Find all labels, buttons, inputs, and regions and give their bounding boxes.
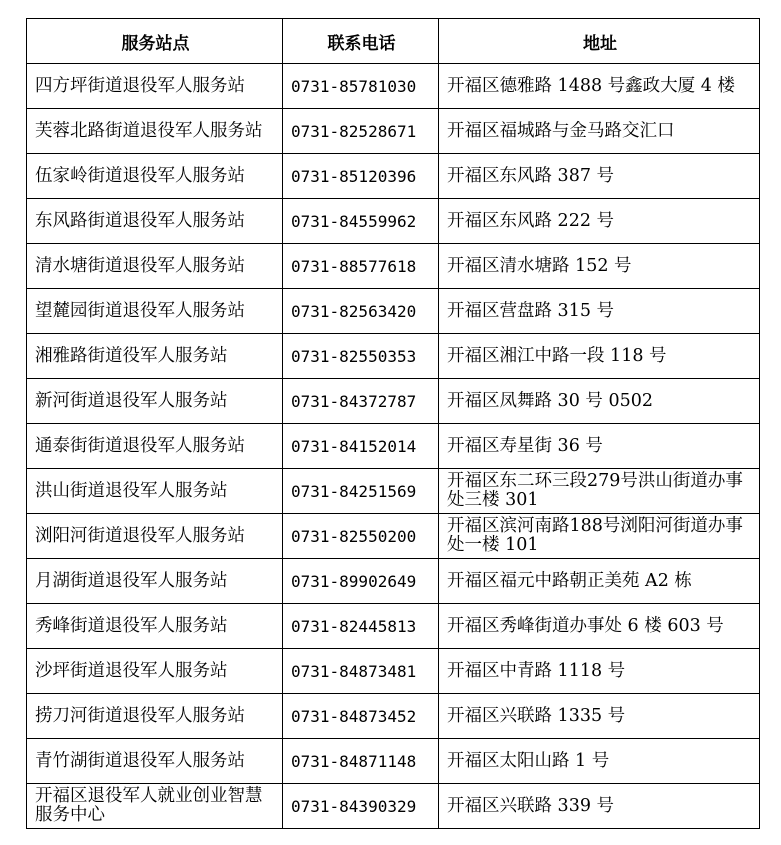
address-cell: 开福区中青路 1118 号 [439, 649, 760, 694]
address-cell: 开福区东二环三段279号洪山街道办事处三楼 301 [439, 469, 760, 514]
table-row [27, 694, 760, 739]
station-cell: 洪山街道退役军人服务站 [27, 469, 283, 514]
table-row [27, 469, 760, 514]
address-cell: 开福区东风路 387 号 [439, 154, 760, 199]
station-cell: 通泰街街道退役军人服务站 [27, 424, 283, 469]
station-cell: 清水塘街道退役军人服务站 [27, 244, 283, 289]
table-row [27, 334, 760, 379]
address-cell: 开福区清水塘路 152 号 [439, 244, 760, 289]
table-row [27, 604, 760, 649]
address-cell: 开福区营盘路 315 号 [439, 289, 760, 334]
table-row [27, 514, 760, 559]
table-row [27, 64, 760, 109]
service-station-table [26, 18, 760, 829]
table-header-row [27, 19, 760, 64]
table-row [27, 649, 760, 694]
station-cell: 湘雅路街道役军人服务站 [27, 334, 283, 379]
phone-cell: 0731-82550353 [283, 334, 439, 379]
table-row [27, 784, 760, 829]
address-cell: 开福区秀峰街道办事处 6 楼 603 号 [439, 604, 760, 649]
station-cell: 四方坪街道退役军人服务站 [27, 64, 283, 109]
phone-cell: 0731-82563420 [283, 289, 439, 334]
station-cell: 开福区退役军人就业创业智慧服务中心 [27, 784, 283, 829]
station-cell: 芙蓉北路街道退役军人服务站 [27, 109, 283, 154]
phone-cell: 0731-84871148 [283, 739, 439, 784]
address-cell: 开福区凤舞路 30 号 0502 [439, 379, 760, 424]
station-cell: 青竹湖街道退役军人服务站 [27, 739, 283, 784]
phone-cell: 0731-84251569 [283, 469, 439, 514]
table-row [27, 109, 760, 154]
address-cell: 开福区兴联路 339 号 [439, 784, 760, 829]
phone-cell: 0731-82550200 [283, 514, 439, 559]
address-cell: 开福区东风路 222 号 [439, 199, 760, 244]
station-cell: 望麓园街道退役军人服务站 [27, 289, 283, 334]
address-cell: 开福区兴联路 1335 号 [439, 694, 760, 739]
address-cell: 开福区湘江中路一段 118 号 [439, 334, 760, 379]
table-row [27, 424, 760, 469]
phone-cell: 0731-84873452 [283, 694, 439, 739]
phone-cell: 0731-84873481 [283, 649, 439, 694]
address-cell: 开福区寿星街 36 号 [439, 424, 760, 469]
phone-cell: 0731-84372787 [283, 379, 439, 424]
phone-cell: 0731-82445813 [283, 604, 439, 649]
station-cell: 秀峰街道退役军人服务站 [27, 604, 283, 649]
header-station: 服务站点 [27, 19, 283, 64]
table-row [27, 199, 760, 244]
station-cell: 浏阳河街道退役军人服务站 [27, 514, 283, 559]
phone-cell: 0731-84390329 [283, 784, 439, 829]
station-cell: 伍家岭街道退役军人服务站 [27, 154, 283, 199]
table-row [27, 244, 760, 289]
table-row [27, 154, 760, 199]
phone-cell: 0731-85781030 [283, 64, 439, 109]
station-cell: 捞刀河街道退役军人服务站 [27, 694, 283, 739]
station-cell: 月湖街道退役军人服务站 [27, 559, 283, 604]
table-row [27, 559, 760, 604]
station-cell: 新河街道退役军人服务站 [27, 379, 283, 424]
station-cell: 东风路街道退役军人服务站 [27, 199, 283, 244]
address-cell: 开福区太阳山路 1 号 [439, 739, 760, 784]
table-row [27, 379, 760, 424]
address-cell: 开福区滨河南路188号浏阳河街道办事处一楼 101 [439, 514, 760, 559]
address-cell: 开福区德雅路 1488 号鑫政大厦 4 楼 [439, 64, 760, 109]
phone-cell: 0731-89902649 [283, 559, 439, 604]
phone-cell: 0731-84152014 [283, 424, 439, 469]
phone-cell: 0731-82528671 [283, 109, 439, 154]
table-row [27, 289, 760, 334]
phone-cell: 0731-84559962 [283, 199, 439, 244]
phone-cell: 0731-88577618 [283, 244, 439, 289]
address-cell: 开福区福城路与金马路交汇口 [439, 109, 760, 154]
station-cell: 沙坪街道退役军人服务站 [27, 649, 283, 694]
address-cell: 开福区福元中路朝正美苑 A2 栋 [439, 559, 760, 604]
header-phone: 联系电话 [283, 19, 439, 64]
header-address: 地址 [439, 19, 760, 64]
table-row [27, 739, 760, 784]
phone-cell: 0731-85120396 [283, 154, 439, 199]
